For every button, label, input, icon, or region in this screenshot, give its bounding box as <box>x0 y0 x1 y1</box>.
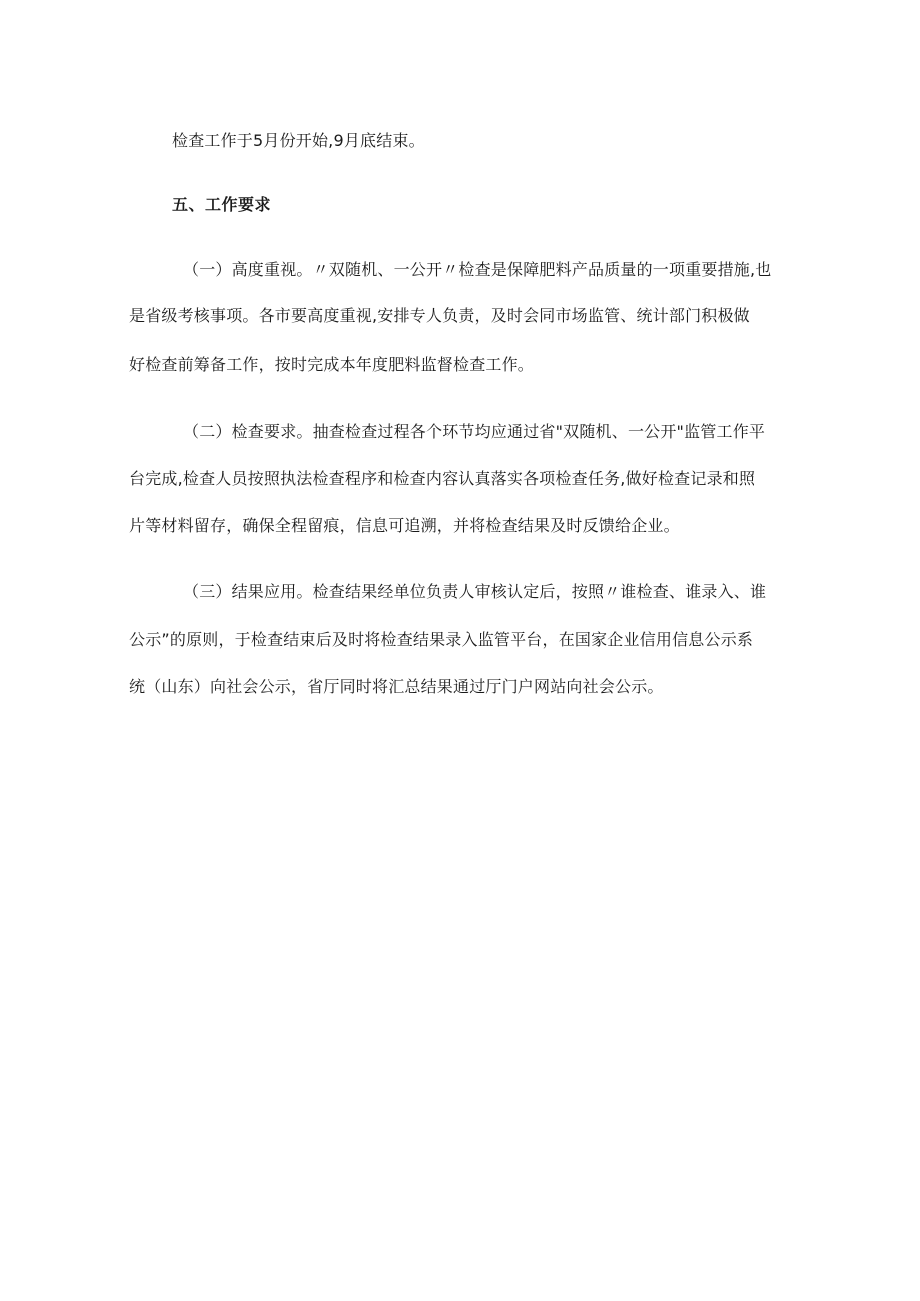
paragraph-line: （一）高度重视。〃双随机、一公开〃检查是保障肥料产品质量的一项重要措施,也 <box>183 260 772 279</box>
paragraph-line: 片等材料留存，确保全程留痕，信息可追溯，并将检查结果及时反馈给企业。 <box>129 516 680 535</box>
paragraph-line: （三）结果应用。检查结果经单位负责人审核认定后，按照〃谁检查、谁录入、谁 <box>183 582 767 601</box>
paragraph-line: 台完成,检查人员按照执法检查程序和检查内容认真落实各项检查任务,做好检查记录和照 <box>129 469 756 488</box>
paragraph-line: 好检查前筹备工作，按时完成本年度肥料监督检查工作。 <box>129 355 535 374</box>
paragraph-line: 是省级考核事项。各市要高度重视,安排专人负责，及时会同市场监管、统计部门积极做 <box>129 306 750 325</box>
paragraph-line: 统（山东）向社会公示，省厅同时将汇总结果通过厅门户网站向社会公示。 <box>129 677 664 696</box>
paragraph-line: 公示”的原则，于检查结束后及时将检查结果录入监管平台，在国家企业信用信息公示系 <box>129 630 754 649</box>
schedule-line: 检查工作于5月份开始,9月底结束。 <box>172 131 425 150</box>
section-heading: 五、工作要求 <box>172 195 272 214</box>
paragraph-line: （二）检查要求。抽查检查过程各个环节均应通过省"双随机、一公开"监管工作平 <box>183 422 766 441</box>
